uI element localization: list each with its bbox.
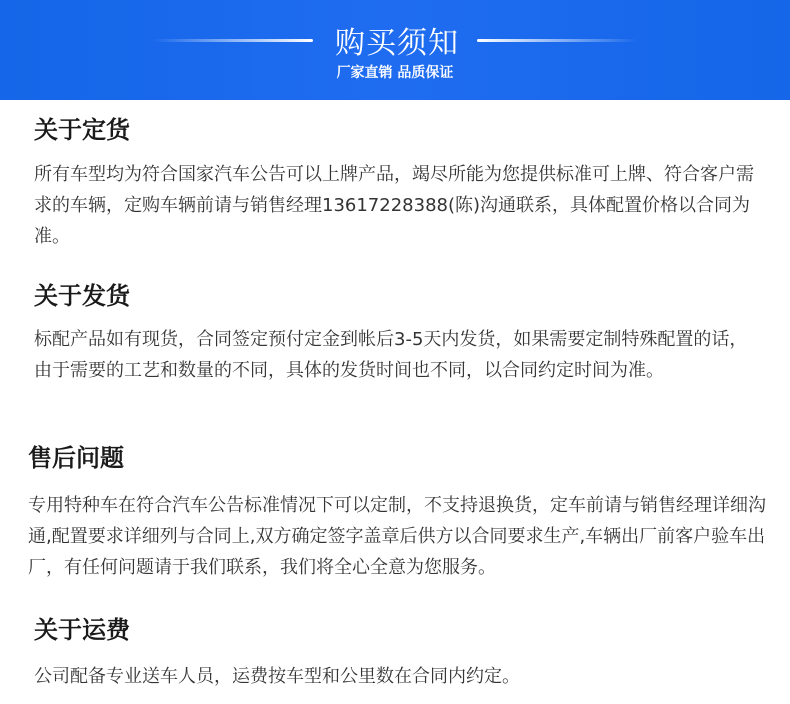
page-title: 购买须知 xyxy=(335,26,459,61)
section-body-freight: 公司配备专业送车人员，运费按车型和公里数在合同内约定。 xyxy=(34,666,520,687)
banner-title-row xyxy=(0,18,790,62)
section-body-shipping: 标配产品如有现货，合同签定预付定金到帐后3-5天内发货，如果需要定制特殊配置的话，由于需要的工艺和数量的不同，具体的发货时间也不同，以合同约定时间为准。 xyxy=(34,329,748,381)
page-subtitle: 厂家直销 品质保证 xyxy=(336,65,454,81)
section-title-after-sales: 售后问题 xyxy=(28,444,124,472)
section-title-ordering: 关于定货 xyxy=(34,116,130,144)
decorative-line-left xyxy=(153,39,313,42)
decorative-line-right xyxy=(477,39,637,42)
header-banner xyxy=(0,0,790,100)
section-title-freight: 关于运费 xyxy=(34,616,130,644)
section-body-after-sales: 专用特种车在符合汽车公告标准情况下可以定制，不支持退换货，定车前请与销售经理详细沟通,配置要求详细列与合同上,双方确定签字盖章后供方以合同要求生产,车辆出厂前客户验车出厂，有任何问题请于我们联系，我们将全心全意为您服务。 xyxy=(28,495,766,578)
section-body-ordering: 所有车型均为符合国家汽车公告可以上牌产品，竭尽所能为您提供标准可上牌、符合客户需求的车辆，定购车辆前请与销售经理13617228388(陈)沟通联系，具体配置价格以合同为准。 xyxy=(34,164,754,247)
section-title-shipping: 关于发货 xyxy=(34,282,130,310)
